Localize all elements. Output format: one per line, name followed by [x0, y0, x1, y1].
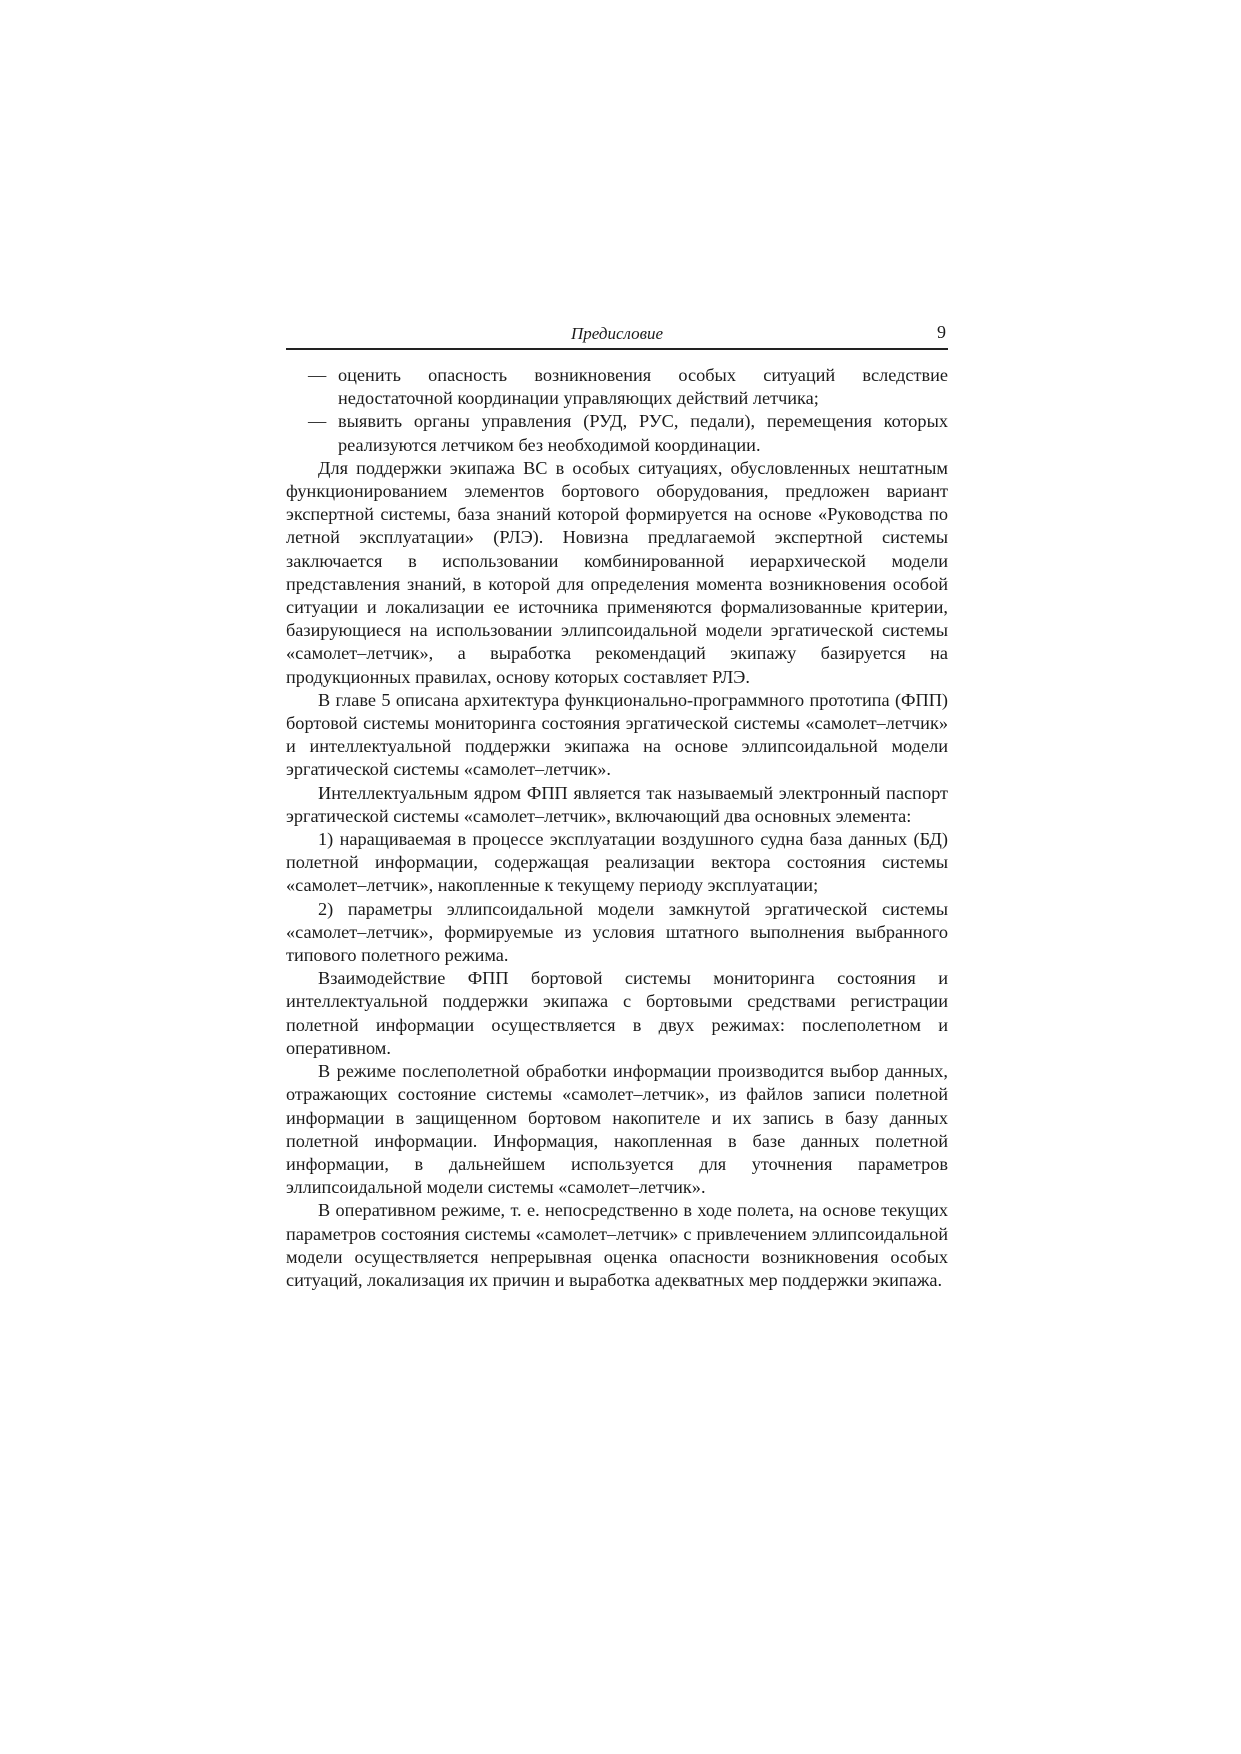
paragraph: В оперативном режиме, т. е. непосредственно в ходе полета, на основе текущих параметров состояния системы «самолет–летчик» с привлечением эллипсоидальной модели осуществляется непрерывная оценка опасности возникновения особых ситуаций, локализация их причин и выработка адекватных мер поддержки экипажа.: [286, 1200, 948, 1290]
bullet-dash: —: [308, 365, 327, 385]
list-item: [286, 410, 948, 456]
paragraph: 2) параметры эллипсоидальной модели замкнутой эргатической системы «самолет–летчик», формируемые из условия штатного выполнения выбранного типового полетного режима.: [286, 898, 948, 966]
bullet-text: выявить органы управления (РУД, РУС, педали), перемещения которых реализуются летчиком без необходимой координации.: [338, 411, 948, 455]
paragraph: Интеллектуальным ядром ФПП является так называемый электронный паспорт эргатической системы «самолет–летчик», включающий два основных элемента:: [286, 782, 948, 826]
page-number: 9: [937, 322, 946, 342]
bullet-text: оценить опасность возникновения особых ситуаций вследствие недостаточной координации управляющих действий летчика;: [338, 365, 948, 409]
body-text: [286, 364, 948, 1292]
bullet-dash: —: [308, 411, 327, 432]
running-title: Предисловие: [570, 324, 664, 343]
paragraph: 1) наращиваемая в процессе эксплуатации воздушного судна база данных (БД) полетной информации, содержащая реализации вектора состояния системы «самолет–летчик», накопленные к текущему периоду эксплуатации;: [286, 829, 948, 896]
list-item: [286, 364, 948, 410]
book-page: [286, 320, 948, 1292]
running-header: [286, 320, 948, 350]
paragraph: Для поддержки экипажа ВС в особых ситуациях, обусловленных нештатным функционированием элементов бортового оборудования, предложен вариант экспертной системы, база знаний которой формируется на основе «Руководства по летной эксплуатации» (РЛЭ). Новизна предлагаемой экспертной системы заключается в использовании комбинированной иерархической модели представления знаний, в которой для определения момента возникновения особой ситуации и локализации ее источника применяются формализованные критерии, базирующиеся на использовании эллипсоидальной модели эргатической системы «самолет–летчик», а выработка рекомендаций экипажу базируется на продукционных правилах, основу которых составляет РЛЭ.: [286, 457, 948, 687]
paragraph: В режиме послеполетной обработки информации производится выбор данных, отражающих состояние системы «самолет–летчик», из файлов записи полетной информации в защищенном бортовом накопителе и их запись в базу данных полетной информации. Информация, накопленная в базе данных полетной информации, в дальнейшем используется для уточнения параметров эллипсоидальной модели системы «самолет–летчик».: [286, 1061, 948, 1198]
bullet-list: [286, 364, 948, 457]
paragraph: Взаимодействие ФПП бортовой системы мониторинга состояния и интеллектуальной поддержки экипажа с бортовыми средствами регистрации полетной информации осуществляется в двух режимах: послеполетном и оперативном.: [286, 968, 948, 1058]
paragraph: В главе 5 описана архитектура функционально-программного прототипа (ФПП) бортовой системы мониторинга состояния эргатической системы «самолет–летчик» и интеллектуальной поддержки экипажа на основе эллипсоидальной модели эргатической системы «самолет–летчик».: [286, 689, 948, 780]
